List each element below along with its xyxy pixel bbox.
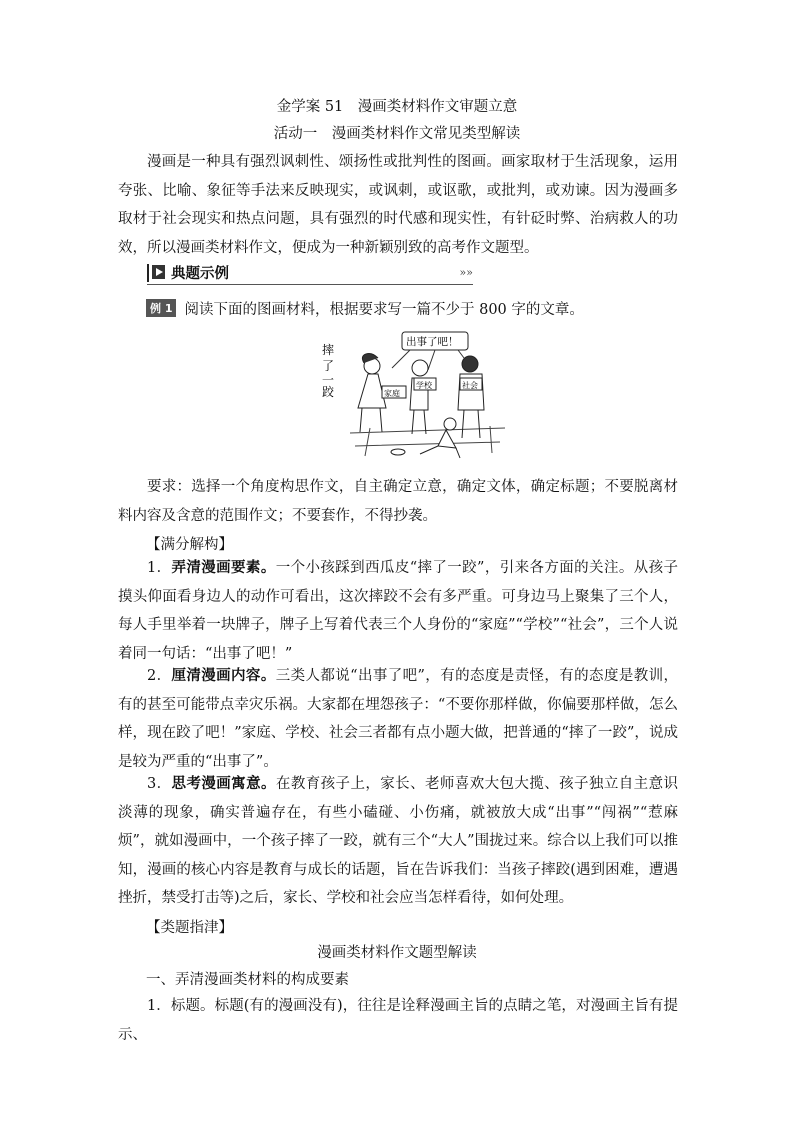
point-key: 厘清漫画内容。 xyxy=(171,668,276,684)
intro-paragraph: 漫画是一种具有强烈讽刺性、颂扬性或批判性的图画。画家取材于生活现象，运用夸张、比喻、象征等手法来反映现实，或讽刺，或讴歌，或批判，或劝谏。因为漫画多取材于社会现实和热点问题，具有强烈的时代感和现实性，有针砭时弊、治病救人的功效，所以漫画类材料作文，便成为一种新颖别致的高考作文题型。 xyxy=(118,154,678,256)
point-key: 弄清漫画要素。 xyxy=(171,560,276,576)
analysis-point xyxy=(118,662,678,776)
section-header xyxy=(147,262,473,286)
sign-society: 社会 xyxy=(462,381,478,390)
school-figure xyxy=(410,360,428,434)
point-number: 2． xyxy=(147,668,172,684)
point-text: 三类人都说“出事了吧”，有的态度是责怪，有的态度是教训，有的甚至可能带点幸灾乐祸。大家都在埋怨孩子：“不要你那样做，你偏要那样做，怎么样，现在跤了吧！”家庭、学校、社会三者都有点小题大做，把普通的“摔了一跤”，说成是较为严重的“出事了”。 xyxy=(118,668,678,770)
sign-school: 学校 xyxy=(416,381,432,390)
activity-subtitle: 活动一 漫画类材料作文常见类型解读 xyxy=(273,126,521,142)
play-triangle-icon xyxy=(152,265,165,279)
guide-title: 漫画类材料作文题型解读 xyxy=(317,945,477,961)
section-bar xyxy=(147,264,149,282)
point-number: 3． xyxy=(147,776,172,792)
point-text: 在教育孩子上，家长、老师喜欢大包大揽、孩子独立自主意识淡薄的现象，确实普遍存在，有些小磕碰、小伤痛，就被放大成“出事”“闯祸”“惹麻烦”，就如漫画中，一个孩子摔了一跤，就有三个“大人”围拢过来。综合以上我们可以推知，漫画的核心内容是教育与成长的话题，旨在告诉我们：当孩子摔跤(遇到困难，遭遇挫折，禁受打击等)之后，家长、学校和社会应当怎样看待，如何处理。 xyxy=(118,776,679,906)
section-heading-1: 一、弄清漫画类材料的构成要素 xyxy=(146,972,349,988)
guide-tag: 【类题指津】 xyxy=(146,920,233,936)
cartoon-side-char: 跤 xyxy=(322,385,335,399)
analysis-point xyxy=(118,554,678,668)
cartoon-side-char: 了 xyxy=(322,359,335,373)
example-line xyxy=(146,298,584,319)
title-point-paragraph: 1．标题。标题(有的漫画没有)，往往是诠释漫画主旨的点睛之笔，对漫画主旨有提示、 xyxy=(118,998,678,1043)
double-chevron-icon: »» xyxy=(459,266,473,279)
full-score-tag: 【满分解构】 xyxy=(146,537,233,553)
requirement-paragraph: 要求：选择一个角度构思作文，自主确定立意，确定文体，确定标题；不要脱离材料内容及含意的范围作文；不要套作，不得抄袭。 xyxy=(118,479,678,524)
cartoon-illustration xyxy=(310,328,510,463)
point-number: 1． xyxy=(147,560,172,576)
document-title: 金学案 51 漫画类材料作文审题立意 xyxy=(276,99,518,115)
cartoon-side-char: 一 xyxy=(322,373,335,387)
section-label: 典题示例 xyxy=(171,266,229,282)
point-key: 思考漫画寓意。 xyxy=(171,776,276,792)
example-text: 阅读下面的图画材料，根据要求写一篇不少于 800 字的文章。 xyxy=(184,302,584,318)
example-badge: 例 1 xyxy=(146,299,176,317)
section-underline xyxy=(147,284,473,285)
sign-family: 家庭 xyxy=(384,389,400,398)
analysis-point xyxy=(118,770,678,913)
point-text: 一个小孩踩到西瓜皮“摔了一跤”，引来各方面的关注。从孩子摸头仰面看身边人的动作可看出，这次摔跤不会有多严重。可身边马上聚集了三个人，每人手里举着一块牌子，牌子上写着代表三个人身份的“家庭”“学校”“社会”，三个人说着同一句话：“出事了吧！” xyxy=(118,560,678,662)
cartoon-side-char: 摔 xyxy=(322,343,335,357)
society-figure xyxy=(458,356,484,438)
speech-bubble-text: 出事了吧！ xyxy=(406,336,459,348)
